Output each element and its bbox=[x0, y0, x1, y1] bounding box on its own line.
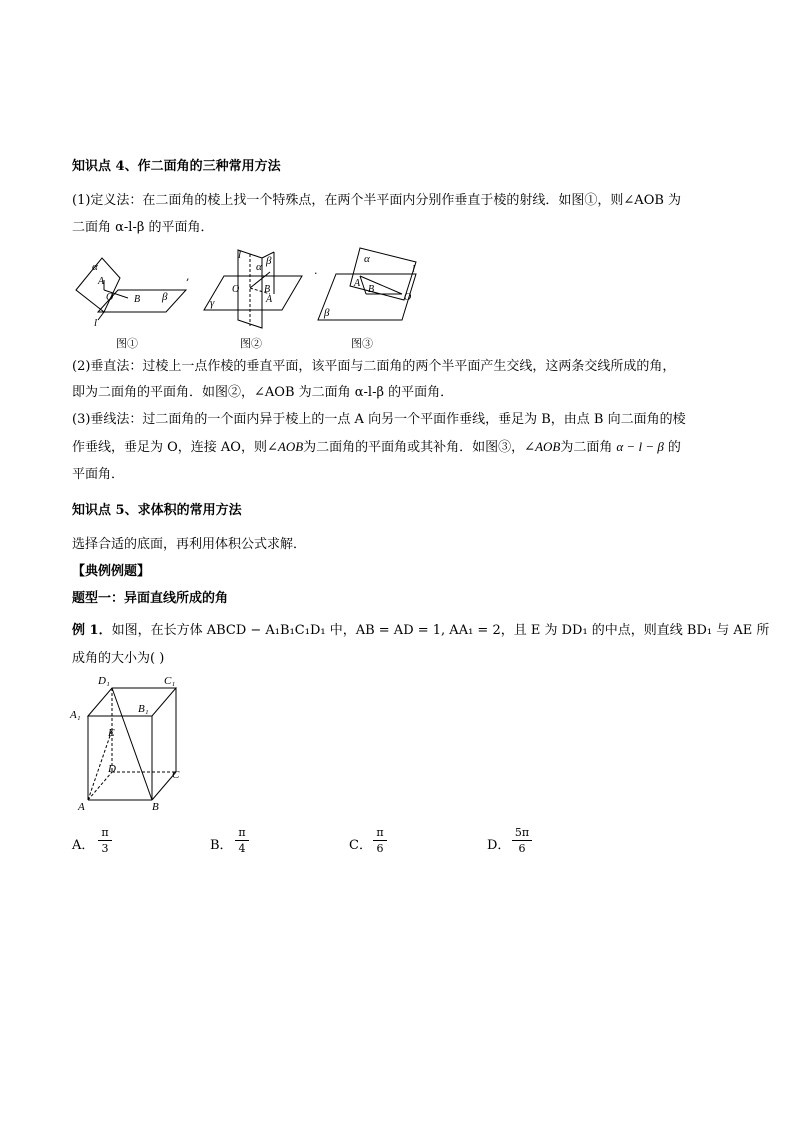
definition-method-line2: 二面角 α-l-β 的平面角． bbox=[72, 220, 214, 235]
fig2-separator: . bbox=[314, 264, 318, 277]
fig2-B: B bbox=[264, 284, 271, 295]
fig3-A: A bbox=[354, 278, 361, 289]
option-a-num: π bbox=[101, 826, 109, 839]
perp-plane-method-line1: (2)垂直法：过棱上一点作棱的垂直平面，该平面与二面角的两个半平面产生交线，这两条交线所成的角， bbox=[72, 359, 676, 374]
cube-A1: A₁ bbox=[70, 709, 81, 721]
cuboid-diagram bbox=[68, 672, 188, 814]
definition-method-line1: (1)定义法：在二面角的棱上找一个特殊点，在两个半平面内分别作垂直于棱的射线．如图①，则∠AOB 为 bbox=[72, 193, 682, 208]
fig1-separator: , bbox=[186, 270, 190, 283]
cube-E: E bbox=[108, 727, 115, 739]
example-1-text: 如图，在长方体 ABCD − A₁B₁C₁D₁ 中，AB = AD = 1, AA₁ = 2，且 E 为 DD₁ 的中点，则直线 BD₁ 与 AE 所 bbox=[111, 623, 770, 638]
kp5-body: 选择合适的底面，再利用体积公式求解． bbox=[72, 537, 307, 552]
perp-line-angle-b: AOB bbox=[535, 439, 561, 454]
perp-line-method-line2 bbox=[72, 438, 681, 457]
perp-line-dihedral: α − l − β bbox=[616, 439, 664, 454]
option-a-den: 3 bbox=[101, 842, 109, 855]
cube-B1: B₁ bbox=[138, 703, 149, 715]
cube-B: B bbox=[152, 801, 159, 813]
figure-3-diagram bbox=[316, 246, 426, 330]
fig3-alpha: α bbox=[364, 253, 370, 265]
perp-plane-method-line2: 即为二面角的平面角．如图②，∠AOB 为二面角 α-l-β 的平面角． bbox=[72, 385, 454, 400]
option-c-den: 6 bbox=[376, 842, 384, 855]
option-c-letter: C． bbox=[349, 838, 372, 853]
perp-line-method-line1: (3)垂线法：过二面角的一个面内异于棱上的一点 A 向另一个平面作垂线，垂足为 B，由点 B 向二面角的棱 bbox=[72, 412, 686, 427]
option-d-num: 5π bbox=[514, 826, 530, 839]
figure-2-caption: 图② bbox=[240, 337, 262, 350]
fig1-O: O bbox=[106, 292, 114, 303]
option-d-fraction bbox=[512, 826, 532, 855]
option-d-den: 6 bbox=[518, 842, 526, 855]
option-a-fraction bbox=[98, 826, 112, 855]
option-c-fraction bbox=[373, 826, 387, 855]
figure-1-caption: 图① bbox=[116, 337, 138, 350]
option-d[interactable] bbox=[487, 834, 510, 853]
cube-D: D bbox=[108, 763, 116, 775]
type1-title: 题型一：异面直线所成的角 bbox=[72, 591, 229, 606]
perp-line-method-line3: 平面角． bbox=[72, 467, 125, 482]
option-c[interactable] bbox=[349, 834, 372, 853]
fig2-alpha: α bbox=[256, 261, 262, 273]
figure-3-caption: 图③ bbox=[351, 337, 373, 350]
fig3-beta: β bbox=[324, 307, 330, 319]
example-1-line2: 成角的大小为( ) bbox=[72, 651, 165, 666]
fig2-beta: β bbox=[266, 255, 272, 267]
kp5-title: 知识点 5、求体积的常用方法 bbox=[72, 503, 242, 518]
option-d-letter: D． bbox=[487, 838, 511, 853]
perp-line-text-a: 作垂线，垂足为 O，连接 AO，则∠ bbox=[72, 440, 278, 455]
perp-line-angle-a: AOB bbox=[277, 439, 304, 454]
option-b-fraction bbox=[235, 826, 249, 855]
examples-header: 【典例例题】 bbox=[72, 564, 151, 579]
option-c-num: π bbox=[376, 826, 384, 839]
option-a-letter: A． bbox=[72, 838, 95, 853]
cube-C: C bbox=[172, 769, 180, 781]
fig1-beta: β bbox=[162, 291, 168, 303]
cube-C1: C₁ bbox=[164, 675, 176, 687]
cube-A: A bbox=[78, 801, 85, 813]
fig1-alpha: α bbox=[92, 261, 98, 273]
figure-1-diagram bbox=[70, 248, 190, 328]
fig3-B: B bbox=[368, 284, 375, 295]
cube-D1: D₁ bbox=[98, 675, 110, 687]
option-b-den: 4 bbox=[238, 842, 246, 855]
option-b-letter: B． bbox=[210, 838, 233, 853]
option-b[interactable] bbox=[210, 834, 233, 853]
fig2-A: A bbox=[266, 294, 273, 305]
fig2-O: O bbox=[232, 284, 240, 295]
fig1-A: A bbox=[98, 276, 105, 287]
figure-2-diagram bbox=[198, 246, 318, 332]
fig1-B: B bbox=[134, 294, 141, 305]
fig3-O: O bbox=[404, 292, 412, 303]
example-1-line1 bbox=[72, 622, 769, 640]
fig2-l: l bbox=[238, 249, 242, 261]
perp-line-text-c: 为二面角的平面角或其补角．如图③，∠ bbox=[303, 440, 536, 455]
example-1-label: 例 1． bbox=[72, 623, 112, 638]
option-b-num: π bbox=[238, 826, 246, 839]
option-a[interactable] bbox=[72, 834, 94, 853]
perp-line-text-e: 为二面角 bbox=[560, 440, 613, 455]
fig2-gamma: γ bbox=[210, 297, 215, 309]
perp-line-text-g: 的 bbox=[667, 440, 681, 455]
fig1-l: l bbox=[94, 317, 98, 328]
fig3-l: l bbox=[412, 263, 416, 275]
kp4-title: 知识点 4、作二面角的三种常用方法 bbox=[72, 159, 281, 174]
